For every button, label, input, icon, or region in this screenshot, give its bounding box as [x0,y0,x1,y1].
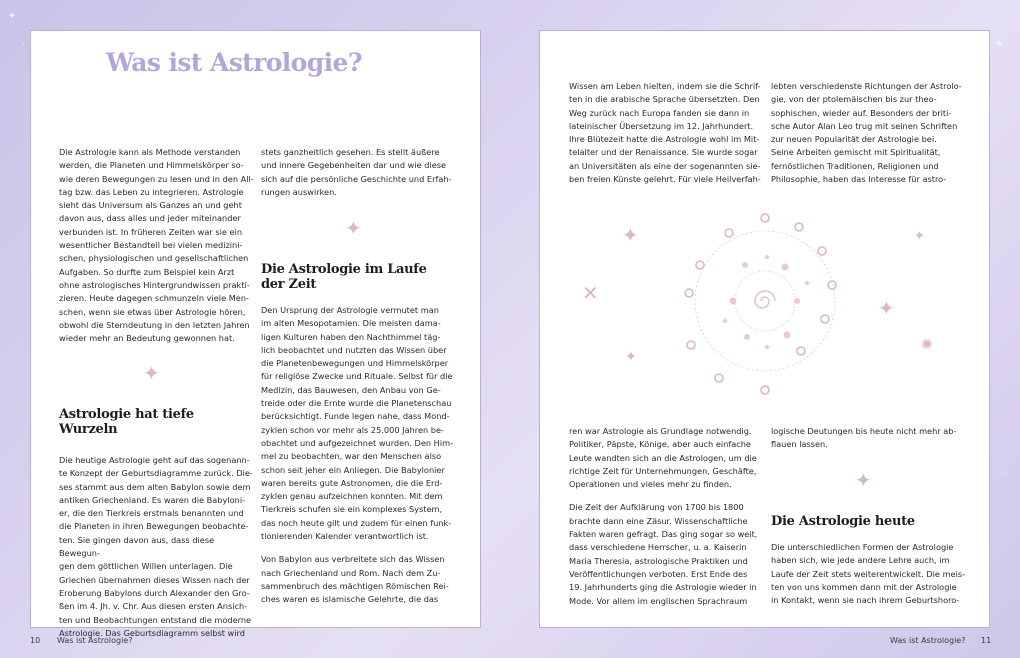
sparkle-icon: ✺ [921,337,933,353]
mandala-dotted-ring [695,231,835,371]
mandala-dot [784,332,791,339]
background-star-icon: ✦ [8,11,17,22]
right-column-2-bottom [771,425,966,462]
left-column-1 [59,146,254,355]
running-title-right: Was ist Astrologie? [890,636,966,645]
page-number-right: 11 [981,636,992,645]
right-top-paragraph-2: lebten verschiedenste Richtungen der Astrolo- gie, von der ptolemäischen bis zur theo- sophischen, wieder auf. Besonders der briti- sche Autor Alan Leo trug mit seinen Schriften zur neuen Popularität der Astrologie bei. Seine Arbeiten gemischt mit Spiritualität, fernöstlichen Traditionen, Religionen und Philosophie, haben das Interesse für astro- [771,81,962,185]
left-column-2-section [261,262,456,617]
section-heading-today: Die Astrologie heute [771,514,915,529]
background-star-icon: ✦ [995,39,1004,50]
mandala-dot [715,374,723,382]
sparkle-icon: ✦ [914,229,925,244]
history-paragraph-1: Den Ursprung der Astrologie vermutet man im alten Mesopotamien. Die meisten dama- ligen Kulturen haben den Nachthimmel täg- lich beobachtet und nutzten das Wissen über die Planetenbewegungen und Himmelskörper für religiöse Zwecke und Rituale. Selbst für die Medizin, das Bauwesen, den Anbau von Ge- treide oder die Ernte wurde die Planetenschau berücksichtigt. Funde legen nahe, dass Mond- zyklen schon vor mehr als 25.000 Jahren be- obachtet und aufgezeichnet wurden. Den Him- mel zu beobachten, war den Menschen also schon seit jeher ein Anliegen. Die Babylonier waren bereits gute Astronomen, die die Erd- zyklen genau aufzeichnen konnten. Mit dem Tierkreis schufen sie ein komplexes System, das noch heute gilt und zudem für einen funk- tionierenden Kalender verantwortlich ist. [261,305,454,542]
right-column-2-top [771,80,966,196]
mandala-dot [744,334,750,340]
background-star-icon: · [12,479,16,490]
mandala-inner-ring [735,271,795,331]
mandala-dot [761,386,769,394]
sparkle-icon: ✦ [625,349,637,365]
right-bottom-paragraph-2: Die Zeit der Aufklärung von 1700 bis 1800 brachte dann eine Zäsur. Wissenschaftliche Fakten waren gefragt. Das ging sogar so weit, dass verschiedene Herrscher, u. a. Kaiserin Maria Theresia, astrologische Praktiken und Veröffentlichungen verboten. Erst Ende des 19. Jahrhunderts ging die Astrologie wieder in Mode. Vor allem im englischen Sprachraum [569,502,758,606]
mandala-dot [742,262,748,268]
roots-paragraph: Die heutige Astrologie geht auf das sogenann- te Konzept der Geburtsdiagramme zurück. Die- ses stammt aus dem alten Babylon sowie dem antiken Griechenland. Es waren die Babyloni- er, die den Tierkreis erstmals benannten und die Planeten in ihren Bewegungen beobachte- ten. Sie gingen davon aus, dass diese Bewegun- gen dem göttlichen Willen unterlagen. Die Griechen übernahmen dieses Wissen nach der Eroberung Babylons durch Alexander den Gro- ßen im 4. Jh. v. Chr. Aus diesen ersten Ansich- ten und Beobachtungen entstand die moderne Astrologie. Das Geburtsdiagramm selbst wird [59,455,253,638]
left-column-1-section [59,407,254,650]
right-top-paragraph-1: Wissen am Leben hielten, indem sie die Schrif- ten in die arabische Sprache übersetzten. Den Weg zurück nach Europa fanden sie dann in lateinischer Übersetzung im 12. Jahrhundert. Ihre Blütezeit hatte die Astrologie wohl im Mit- telalter und der Renaissance. Sie wurde sogar an Universitäten als eine der sogenannten sie- ben freien Künste gelehrt. Für viele Heilverfah- [569,81,761,185]
section-heading-roots: Astrologie hat tiefe Wurzeln [59,407,194,437]
mandala-spiral [755,291,775,308]
mandala-dot [782,264,789,271]
page-number-left: 10 [30,636,41,645]
mandala-dot [730,298,737,305]
mandala-dot [797,347,805,355]
running-title-left: Was ist Astrologie? [57,636,133,645]
sparkle-icon: ✦ [345,216,362,240]
sparkle-icon: ✦ [878,296,895,320]
left-column-2-top [261,146,456,209]
mandala-dot [765,255,769,259]
right-column-1-top [569,80,764,196]
page-title: Was ist Astrologie? [106,48,362,77]
mandala-dot [828,281,836,289]
mandala-dot [821,315,829,323]
mandala-dot [685,289,693,297]
mandala-dot [795,223,803,231]
history-paragraph-2: Von Babylon aus verbreitete sich das Wissen nach Griechenland und Rom. Nach dem Zu- sammenbruch des mächtigen Römischen Rei- ches waren es islamische Gelehrte, die das [261,554,449,605]
continued-paragraph: stets ganzheitlich gesehen. Es stellt äußere und innere Gegebenheiten dar und wie diese sich auf die persönliche Geschichte und Erfah- rungen auswirken. [261,147,452,197]
sparkle-icon: ✦ [143,361,160,385]
section-heading-history: Die Astrologie im Laufe der Zeit [261,262,427,292]
astrology-mandala-illustration [667,205,867,395]
sparkle-icon: ✦ [622,223,639,247]
mandala-dot [794,298,800,304]
right-bottom-paragraph-1: ren war Astrologie als Grundlage notwendig. Politiker, Päpste, Könige, aber auch einfache Leute wandten sich an die Astrologen, um die richtige Zeit für Unternehmungen, Geschäfte, Operationen und vieles mehr zu finden. [569,426,757,490]
mandala-dot [723,319,727,323]
sparkle-icon: ✕ [582,281,599,305]
right-bottom-paragraph-3: logische Deutungen bis heute nicht mehr ab- flauen lassen. [771,426,957,450]
mandala-dot [805,281,809,285]
background-star-icon: · [1004,469,1008,480]
intro-paragraph: Die Astrologie kann als Methode verstanden werden, die Planeten und Himmelskörper so- wie deren Bewegungen zu lesen und in den All- tag bzw. das Leben zu integrieren. Astrologie sieht das Universum als Ganzes an und geht davon aus, dass alles und jeder miteinander verbunden ist. In früheren Zeiten war sie ein wesentlicher Bestandteil bei vielen medizini- schen, physiologischen und gesellschaftlichen Aufgaben. So durfte zum Beispiel kein Arzt ohne astrologisches Hintergrundwissen prakti- zieren. Heute dagegen schmunzeln viele Men- schen, wenn sie etwas über Astrologie hören, obwohl die Sterndeutung in den letzten Jahren wieder mehr an Bedeutung gewonnen hat. [59,147,254,344]
mandala-dot [696,261,704,269]
mandala-dot [761,214,769,222]
background-star-icon: · [488,559,492,570]
mandala-dot [765,345,769,349]
sparkle-icon: ✦ [855,468,872,492]
mandala-dot [687,341,695,349]
mandala-dot [818,247,826,255]
background-star-icon: · [22,39,26,50]
today-paragraph: Die unterschiedlichen Formen der Astrologie haben sich, wie jede andere Lehre auch, im Laufe der Zeit stets weiterentwickelt. Die meis- ten von uns kommen dann mit der Astrologie in Kontakt, wenn sie nach ihrem Geburtshoro- [771,542,966,606]
mandala-dot [725,229,733,237]
right-column-2-section [771,514,966,617]
right-column-1-bottom [569,425,764,618]
